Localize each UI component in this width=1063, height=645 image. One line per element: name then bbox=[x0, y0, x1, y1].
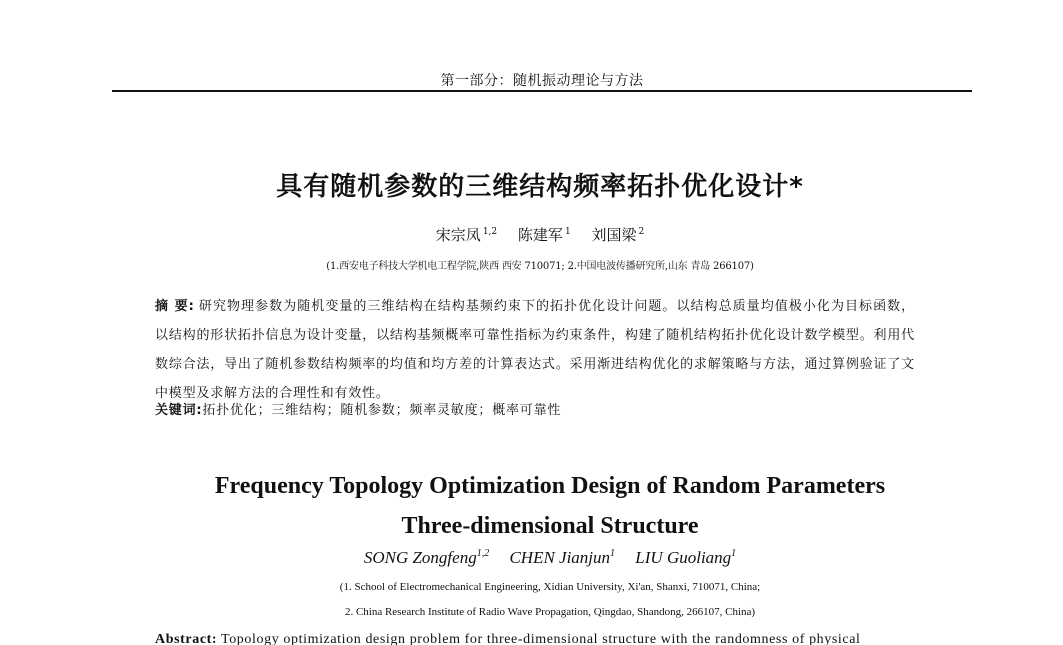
en-abstract-text: Topology optimization design problem for three-dimensional structure with the randomness of physical bbox=[221, 632, 861, 645]
en-author bbox=[509, 548, 615, 567]
cn-keywords-text: 拓扑优化；三维结构；随机参数；频率灵敏度；概率可靠性 bbox=[202, 403, 562, 418]
en-title bbox=[130, 466, 970, 546]
cn-abstract-text: 研究物理参数为随机变量的三维结构在结构基频约束下的拓扑优化设计问题。以结构总质量均值极小化为目标函数，以结构的形状拓扑信息为设计变量，以结构基频概率可靠性指标为约束条件，构建了随机结构拓扑优化设计数学模型。利用代数综合法，导出了随机参数结构频率的均值和均方差的计算表达式。采用渐进结构优化的求解策略与方法，通过算例验证了文中模型及求解方法的合理性和有效性。 bbox=[155, 299, 915, 401]
cn-authors bbox=[150, 224, 930, 245]
en-title-line: Three-dimensional Structure bbox=[401, 513, 699, 539]
en-author-sup: 1,2 bbox=[476, 548, 490, 559]
cn-title: 具有随机参数的三维结构频率拓扑优化设计* bbox=[276, 172, 804, 202]
en-title-line: Frequency Topology Optimization Design of Random Parameters bbox=[214, 473, 886, 499]
cn-abstract-label: 摘 要: bbox=[155, 299, 195, 314]
cn-author-name: 宋宗凤 bbox=[435, 226, 481, 244]
cn-affiliation: (1.西安电子科技大学机电工程学院,陕西 西安 710071; 2.中国电波传播研究所,山东 青岛 266107) bbox=[326, 261, 754, 272]
en-author-name: CHEN Jianjun bbox=[509, 548, 611, 567]
cn-keywords bbox=[155, 399, 915, 418]
en-author bbox=[635, 548, 736, 567]
running-header: 第一部分：随机振动理论与方法 bbox=[440, 73, 644, 89]
cn-author-sup: 1,2 bbox=[482, 227, 498, 237]
en-author bbox=[364, 548, 489, 567]
en-authors bbox=[130, 548, 970, 568]
cn-author bbox=[591, 226, 644, 244]
cn-author-sup: 1 bbox=[564, 227, 571, 237]
en-affiliation-line: (1. School of Electromechanical Engineering, Xidian University, Xi'an, Shanxi, 710071, China; bbox=[339, 581, 761, 593]
cn-author-sup: 2 bbox=[638, 227, 645, 237]
cn-abstract bbox=[155, 292, 915, 408]
cn-author bbox=[518, 226, 571, 244]
en-abstract bbox=[155, 632, 915, 645]
cn-author-name: 刘国梁 bbox=[591, 226, 637, 244]
en-affiliation-line: 2. China Research Institute of Radio Wave Propagation, Qingdao, Shandong, 266107, China) bbox=[344, 606, 756, 618]
en-author-name: LIU Guoliang bbox=[635, 548, 732, 567]
en-author-sup: 1 bbox=[731, 548, 737, 559]
header-rule bbox=[112, 90, 972, 92]
en-abstract-label: Abstract: bbox=[155, 632, 218, 645]
cn-author bbox=[436, 226, 497, 244]
cn-keywords-label: 关键词: bbox=[155, 403, 203, 418]
cn-author-name: 陈建军 bbox=[517, 226, 563, 244]
en-author-name: SONG Zongfeng bbox=[363, 548, 477, 567]
en-author-sup: 1 bbox=[610, 548, 616, 559]
